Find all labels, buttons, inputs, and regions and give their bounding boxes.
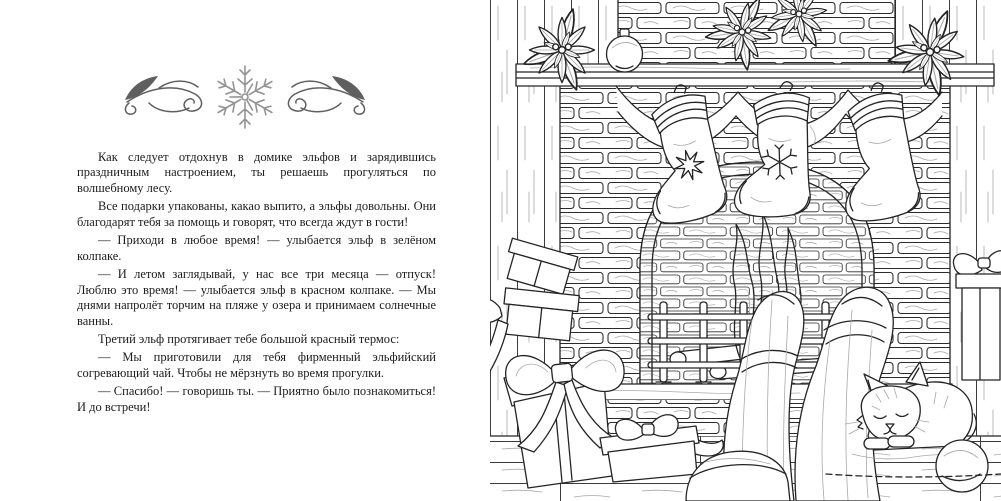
flourish-left-icon xyxy=(125,76,202,114)
snowflake-icon xyxy=(215,66,276,128)
right-page xyxy=(490,0,1001,501)
toy-ball xyxy=(936,440,988,492)
story-text xyxy=(77,150,436,418)
chapter-divider xyxy=(0,56,490,134)
left-page xyxy=(0,0,490,501)
story-paragraph: — Приходи в любое время! — улыбается эльф в зелёном колпаке. xyxy=(77,233,436,263)
story-paragraph: Все подарки упакованы, какао выпито, а эльфы довольны. Они благодарят тебя за помощь и говорят, что всегда ждут в гости! xyxy=(77,199,436,229)
story-paragraph: — И летом заглядывай, у нас все три месяца — отпуск! Люблю это время! — улыбается эльф в красном колпаке. — Мы днями напролёт торчим на пляже у озера и принимаем солнечные ванны. xyxy=(77,267,436,328)
story-paragraph: — Спасибо! — говоришь ты. — Приятно было познакомиться! И до встречи! xyxy=(77,384,436,414)
snowflake-flourish-divider xyxy=(115,56,375,134)
flourish-right-icon xyxy=(288,76,365,114)
story-paragraph: Как следует отдохнув в домике эльфов и зарядившись праздничным настроением, ты решаешь прогуляться по волшебному лесу. xyxy=(77,150,436,195)
coloring-illustration xyxy=(490,0,1001,501)
story-paragraph: — Мы приготовили для тебя фирменный эльфийский согревающий чай. Чтобы не мёрзнуть во время прогулки. xyxy=(77,350,436,380)
story-paragraph: Третий эльф протягивает тебе большой красный термос: xyxy=(98,331,400,346)
